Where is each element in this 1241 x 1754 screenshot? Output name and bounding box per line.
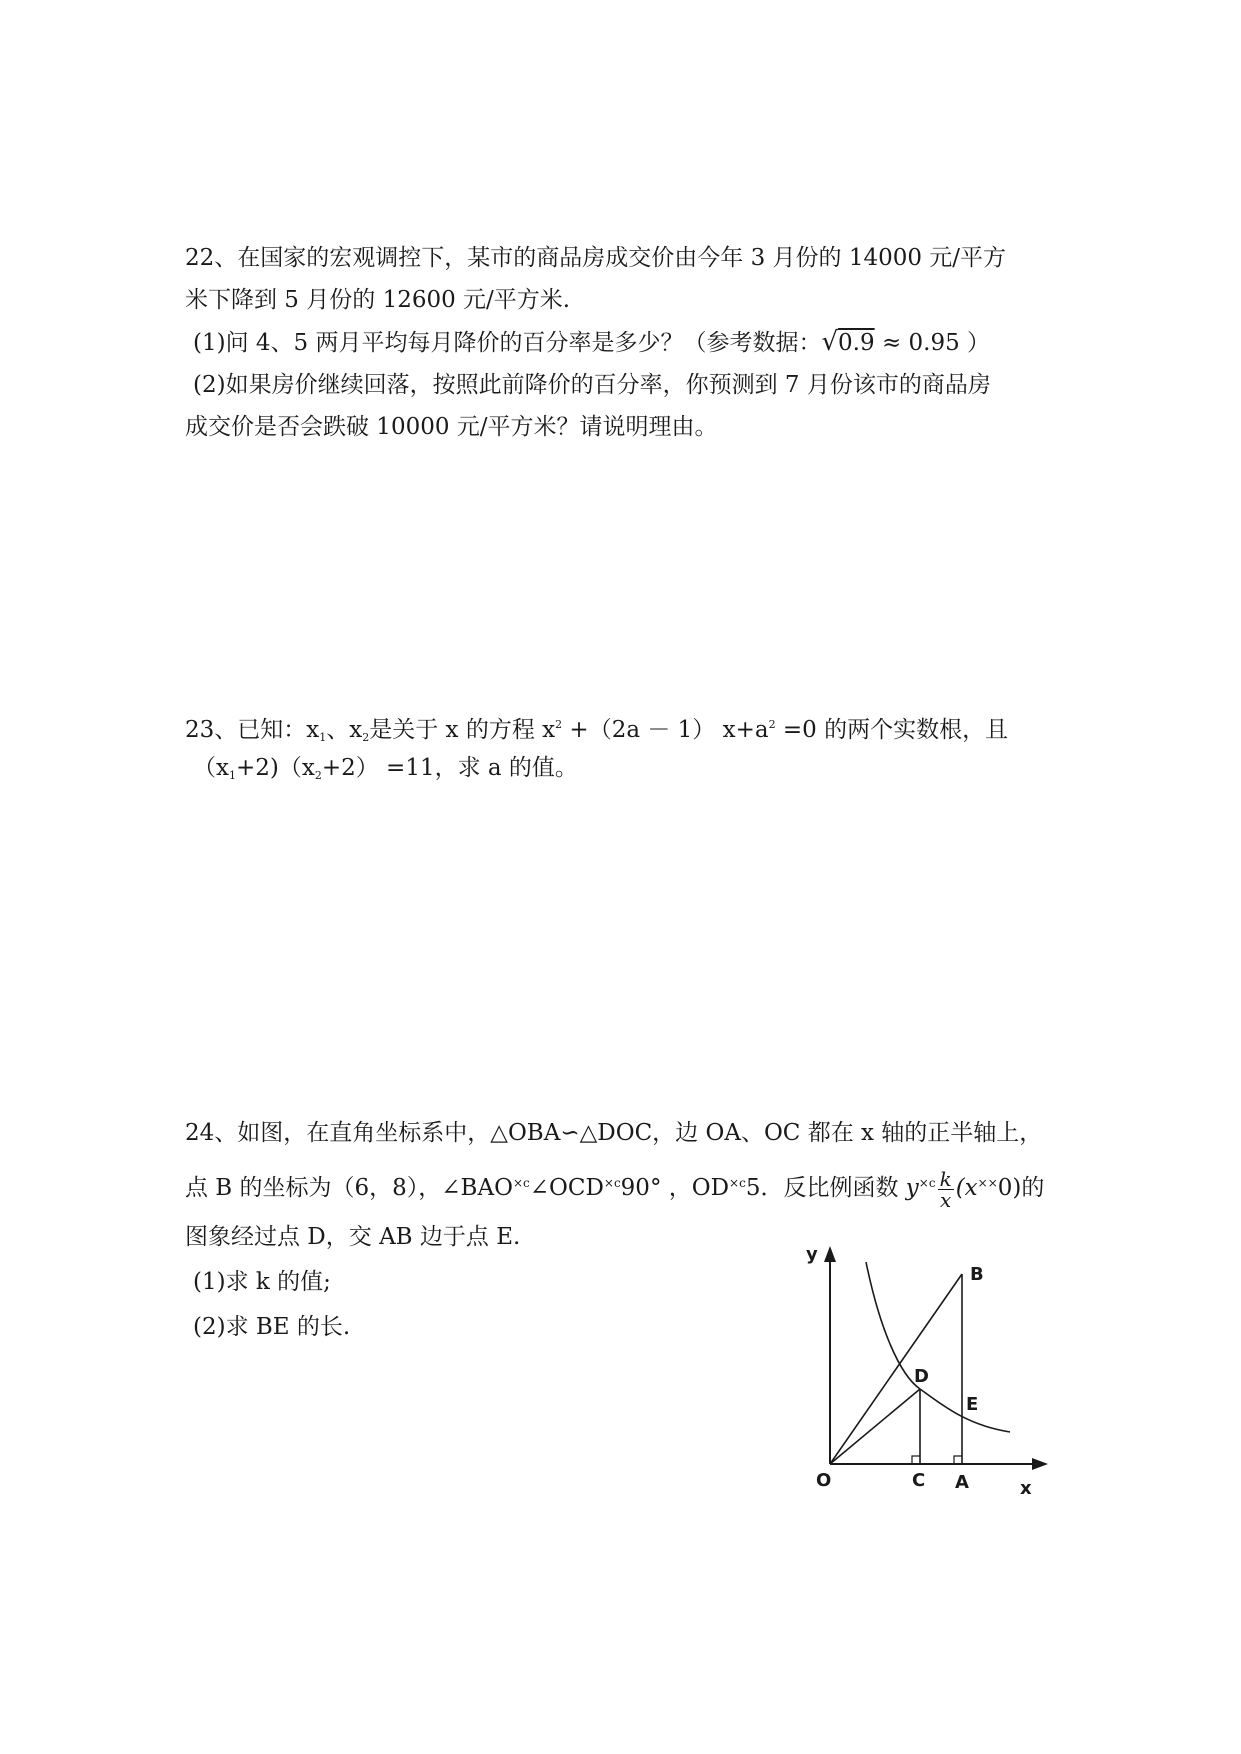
label-o: O [816, 1470, 832, 1491]
q23-line2 [193, 753, 578, 791]
q24-text-c: 90° ，OD [620, 1175, 730, 1201]
label-c: C [912, 1470, 926, 1491]
q22-sub1-approx: ≈ 0.95 ） [881, 330, 991, 356]
hyperbola-curve [866, 1262, 1010, 1432]
q22-line1: 22、在国家的宏观调控下，某市的商品房成交价由今年 3 月份的 14000 元/平方 [185, 245, 1007, 271]
q24-fraction [938, 1166, 954, 1212]
q23-sub-2: 2 [362, 731, 370, 744]
q24-line2 [185, 1168, 1044, 1210]
q22-sub2-line2: 成交价是否会跌破 10000 元/平方米？请说明理由。 [185, 414, 718, 440]
right-angle-c [912, 1456, 920, 1464]
q23-text-h: +2） =11，求 a 的值。 [321, 755, 578, 781]
q23-text-d: +（2a － 1） x+a [562, 717, 769, 743]
q24-garble-1: ×c [512, 1176, 530, 1190]
y-axis-arrow [824, 1246, 836, 1262]
q23-line1 [185, 710, 1008, 753]
q23-sup-1: 2 [555, 718, 563, 731]
q22-sub1-text: (1)问 4、5 两月平均每月降价的百分率是多少？（参考数据： [193, 330, 822, 356]
q24-garble-5: ×× [977, 1176, 998, 1190]
q24-func-y: y [905, 1175, 919, 1201]
q23-text-e: =0 的两个实数根，且 [775, 717, 1009, 743]
q22-sub1-radicand: 0.9 [838, 330, 875, 356]
q24-text-e: 的 [1021, 1175, 1045, 1201]
q24-sub2: (2)求 BE 的长. [193, 1314, 351, 1340]
q23-text-g: +2)（x [235, 755, 315, 781]
q24-line3: 图象经过点 D，交 AB 边于点 E. [185, 1224, 521, 1250]
q22-sub1 [193, 327, 990, 358]
x-axis-arrow [1032, 1458, 1048, 1470]
label-y: y [806, 1244, 818, 1265]
segment-ob [830, 1274, 962, 1464]
right-angle-a [954, 1456, 962, 1464]
q24-func-zero: 0) [997, 1175, 1022, 1201]
q24-func-paren: (x [955, 1175, 978, 1201]
label-x: x [1020, 1478, 1032, 1499]
q23-text-b: 、x [326, 717, 363, 743]
q22-line2: 米下降到 5 月份的 12600 元/平方米. [185, 287, 571, 313]
q24-garble-2: ×c [603, 1176, 621, 1190]
label-e: E [966, 1394, 979, 1415]
q23-sup-2: 2 [768, 718, 776, 731]
q23-text-a: 23、已知：x [185, 717, 320, 743]
q24-line1: 24、如图，在直角坐标系中，△OBA∽△DOC，边 OA、OC 都在 x 轴的正半轴上， [185, 1120, 1043, 1146]
q22-sub2-line1: (2)如果房价继续回落，按照此前降价的百分率，你预测到 7 月份该市的商品房 [193, 372, 991, 398]
q24-garble-3: ×c [729, 1176, 746, 1190]
label-d: D [914, 1366, 929, 1387]
coordinate-figure [790, 1240, 1060, 1500]
q24-frac-den: x [939, 1187, 952, 1212]
q24-text-b: ∠OCD [529, 1175, 604, 1201]
q23-sub-3: 1 [228, 769, 236, 782]
q23-text-f: （x [193, 755, 229, 781]
label-a: A [955, 1472, 969, 1493]
q24-frac-num: k [939, 1166, 952, 1191]
sqrt-symbol: √ [821, 327, 839, 357]
q23-sub-4: 2 [314, 769, 322, 782]
q24-sub1: (1)求 k 的值; [193, 1269, 331, 1295]
q24-text-a: 点 B 的坐标为（6，8），∠BAO [185, 1175, 513, 1201]
q23-text-c: 是关于 x 的方程 x [369, 717, 556, 743]
q23-sub-1: 1 [319, 731, 327, 744]
label-b: B [970, 1264, 984, 1285]
q24-garble-4: ×c [918, 1176, 936, 1190]
q24-text-d: 5．反比例函数 [745, 1175, 899, 1201]
